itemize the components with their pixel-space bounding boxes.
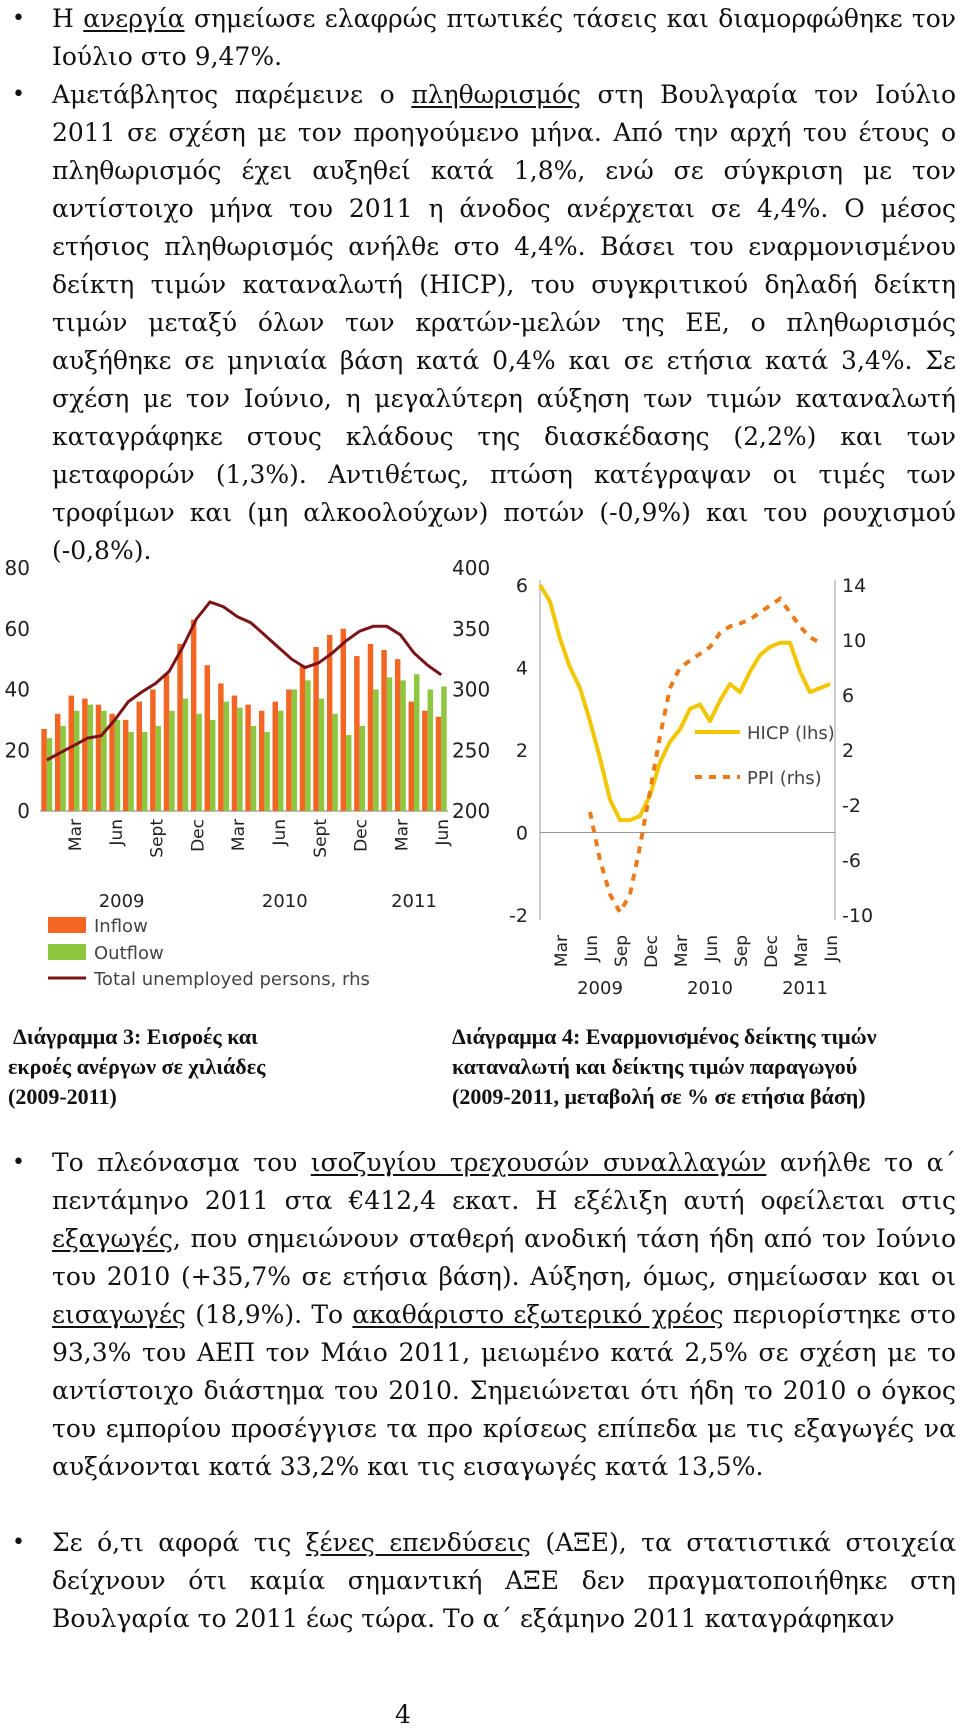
x-tick-label: Dec — [762, 935, 782, 968]
bar-outflow — [414, 674, 419, 811]
legend-label: HICP (lhs) — [747, 723, 835, 744]
bar-inflow — [368, 644, 373, 811]
y-right-tick-label: 6 — [842, 685, 855, 707]
y-right-tick-label: -2 — [842, 795, 861, 817]
caption-line: εκροές ανέργων σε χιλιάδες — [8, 1054, 266, 1079]
link-foreign-investment[interactable]: ξένες επενδύσεις — [305, 1528, 531, 1557]
bar-outflow — [101, 711, 106, 811]
legend-label: PPI (rhs) — [747, 768, 822, 789]
bar-inflow — [286, 690, 291, 812]
bar-outflow — [441, 686, 446, 811]
bar-inflow — [164, 674, 169, 811]
bar-inflow — [409, 702, 414, 811]
bar-inflow — [150, 690, 155, 812]
x-tick-label: Jun — [270, 819, 290, 846]
bar-outflow — [88, 705, 93, 811]
bar-outflow — [224, 702, 229, 811]
y-right-tick-label: -6 — [842, 850, 861, 872]
x-tick-label: Mar — [392, 819, 413, 852]
caption-line: (2009-2011) — [8, 1084, 117, 1109]
x-tick-label: Sept — [147, 819, 168, 858]
text-run: Το πλεόνασμα του — [52, 1148, 311, 1177]
bar-outflow — [387, 677, 392, 811]
bar-outflow — [373, 690, 378, 812]
bar-inflow — [137, 702, 142, 811]
year-label: 2009 — [577, 978, 623, 999]
bar-inflow — [273, 702, 278, 811]
bar-inflow — [191, 620, 196, 811]
x-tick-label: Sep — [732, 935, 752, 968]
bar-outflow — [400, 680, 405, 811]
paragraph-current-account — [52, 1144, 956, 1486]
legend-label: Inflow — [94, 916, 148, 937]
text-run: (18,9%). Το — [185, 1300, 353, 1329]
legend-swatch — [48, 944, 86, 960]
bar-inflow — [96, 705, 101, 811]
x-tick-label: Mar — [552, 935, 572, 968]
bar-outflow — [156, 726, 161, 811]
text-run: , που σημειώνουν σταθερή ανοδική τάση ήδη από τον Ιούνιο του 2010 (+35,7% σε ετήσια βάση). Αύξηση, όμως, σημείωσαν και οι — [52, 1224, 956, 1291]
year-label: 2011 — [782, 978, 828, 999]
bar-outflow — [74, 711, 79, 811]
x-tick-label: Mar — [229, 819, 250, 852]
bar-outflow — [251, 726, 256, 811]
link-unemployment[interactable]: ανεργία — [83, 4, 185, 33]
caption-chart-4 — [452, 1022, 957, 1112]
bar-outflow — [292, 690, 297, 812]
y-left-tick-label: 20 — [4, 738, 30, 763]
bar-inflow — [245, 705, 250, 811]
y-right-tick-label: 400 — [452, 560, 491, 580]
bar-outflow — [210, 720, 215, 811]
text-run: Σε ό,τι αφορά τις — [52, 1528, 306, 1557]
y-left-tick-label: 2 — [515, 740, 528, 762]
bar-outflow — [319, 699, 324, 811]
bar-inflow — [205, 665, 210, 811]
bar-outflow — [196, 714, 201, 811]
link-inflation[interactable]: πληθωρισμός — [411, 80, 581, 109]
paragraph-foreign-investment — [52, 1524, 956, 1638]
y-right-tick-label: -10 — [842, 905, 874, 927]
link-current-account[interactable]: ισοζυγίου τρεχουσών συναλλαγών — [310, 1148, 767, 1177]
line-ppi — [590, 599, 820, 913]
y-left-tick-label: 40 — [4, 677, 30, 702]
bar-inflow — [177, 644, 182, 811]
caption-line: Διάγραμμα 4: Εναρμονισμένος δείκτης τιμών — [452, 1024, 877, 1049]
bar-inflow — [109, 714, 114, 811]
bar-outflow — [360, 726, 365, 811]
x-tick-label: Mar — [672, 935, 692, 968]
year-label: 2011 — [391, 891, 437, 912]
bar-inflow — [69, 696, 74, 811]
bar-inflow — [327, 635, 332, 811]
bar-outflow — [169, 711, 174, 811]
y-left-tick-label: 80 — [4, 560, 30, 580]
link-imports[interactable]: εισαγωγές — [52, 1300, 186, 1329]
y-right-tick-label: 300 — [452, 677, 491, 702]
bar-outflow — [142, 732, 147, 811]
bar-inflow — [381, 650, 386, 811]
text-run: σημείωσε ελαφρώς πτωτικές τάσεις και διαμορφώθηκε τον Ιούλιο στο 9,47%. — [52, 4, 957, 71]
link-external-debt[interactable]: ακαθάριστο εξωτερικό χρέος — [352, 1300, 724, 1329]
text-run: Αμετάβλητος παρέμεινε ο — [52, 80, 412, 109]
bar-outflow — [346, 735, 351, 811]
y-left-tick-label: 4 — [515, 657, 528, 680]
bar-inflow — [422, 711, 427, 811]
x-tick-label: Mar — [66, 819, 86, 852]
x-tick-label: Dec — [642, 935, 662, 968]
bar-inflow — [259, 711, 264, 811]
bar-inflow — [82, 699, 87, 811]
x-tick-label: Jun — [702, 935, 722, 962]
bar-outflow — [264, 732, 269, 811]
chart-hicp-ppi — [495, 560, 960, 1020]
bar-inflow — [341, 629, 346, 811]
year-label: 2010 — [687, 978, 733, 999]
page-number: 4 — [395, 1700, 411, 1729]
bar-inflow — [313, 647, 318, 811]
bar-outflow — [305, 680, 310, 811]
bar-inflow — [354, 656, 359, 811]
x-tick-label: Sept — [310, 819, 331, 858]
x-tick-label: Dec — [351, 819, 372, 852]
bar-inflow — [436, 717, 441, 811]
x-tick-label: Jun — [582, 935, 602, 962]
y-left-tick-label: 60 — [4, 616, 30, 641]
caption-line: Διάγραμμα 3: Εισροές και — [13, 1024, 258, 1049]
chart-unemployment-flows — [0, 560, 500, 1020]
y-right-tick-label: 10 — [842, 630, 867, 652]
text-run: ανήλθε το α΄ πεντάμηνο 2011 στα €412,4 εκατ. Η εξέλιξη αυτή οφείλεται στις — [52, 1148, 956, 1215]
x-tick-label: Mar — [792, 935, 812, 968]
bar-outflow — [278, 711, 283, 811]
y-left-tick-label: -2 — [509, 905, 528, 927]
link-exports[interactable]: εξαγωγές — [52, 1224, 173, 1253]
y-left-tick-label: 0 — [17, 799, 30, 823]
bar-inflow — [55, 714, 60, 811]
legend-label: Outflow — [94, 943, 164, 964]
year-label: 2009 — [98, 891, 145, 912]
y-right-tick-label: 14 — [842, 575, 867, 597]
bar-inflow — [41, 729, 46, 811]
y-right-tick-label: 2 — [842, 740, 855, 762]
paragraph-inflation — [52, 76, 956, 570]
text-run: περιορίστηκε στο 93,3% του ΑΕΠ τον Μάιο 2011, μειωμένο κατά 2,5% σε σχέση με το αντίστοιχο διάστημα του 2010. Σημειώνεται ότι ήδη το 2010 ο όγκος του εμπορίου προσέγγισε τα προ κρίσεως επίπεδα με τις εξαγωγές να αυξάνονται κατά 33,2% και τις εισαγωγές κατά 13,5%. — [52, 1300, 956, 1481]
bullet-marker: • — [12, 1530, 25, 1555]
text-run: Η — [52, 4, 84, 33]
bar-inflow — [300, 665, 305, 811]
paragraph-unemployment — [52, 0, 956, 76]
bar-outflow — [47, 738, 52, 811]
y-left-tick-label: 0 — [515, 822, 528, 845]
x-tick-label: Dec — [188, 819, 209, 852]
text-run: στη Βουλγαρία τον Ιούλιο 2011 σε σχέση με τον προηγούμενο μήνα. Από την αρχή του έτους ο πληθωρισμός έχει αυξηθεί κατά 1,8%, ενώ σε σύγκριση με τον αντίστοιχο μήνα του 2011 η άνοδος ανέρχεται σε 4,4%. Ο μέσος ετήσιος πληθωρισμός ανήλθε στο 4,4%. Βάσει του εναρμονισμένου δείκτη τιμών καταναλωτή (HICP), του συγκριτικού δηλαδή δείκτη τιμών μεταξύ όλων των κρατών-μελών της ΕΕ, ο πληθωρισμός αυξήθηκε σε μηνιαία βάση κατά 0,4% και σε ετήσια κατά 3,4%. Σε σχέση με τον Ιούνιο, η μεγαλύτερη αύξηση των τιμών καταναλωτή καταγράφηκε στους κλάδους της διασκέδασης (2,2%) και των μεταφορών (1,3%). Αντιθέτως, πτώση κατέγραψαν οι τιμές των τροφίμων και (μη αλκοολούχων) ποτών (-0,9%) και του ρουχισμού (-0,8%). — [52, 80, 957, 565]
bar-outflow — [128, 732, 133, 811]
bullet-marker: • — [12, 1150, 25, 1175]
caption-chart-3 — [8, 1022, 338, 1112]
bar-outflow — [183, 699, 188, 811]
bar-inflow — [218, 683, 223, 811]
caption-line: καταναλωτή και δείκτης τιμών παραγωγού — [452, 1054, 858, 1079]
bar-outflow — [115, 720, 120, 811]
bar-inflow — [123, 720, 128, 811]
bar-outflow — [332, 714, 337, 811]
legend-swatch — [48, 917, 86, 933]
bar-inflow — [395, 659, 400, 811]
y-left-tick-label: 6 — [515, 575, 528, 597]
bullet-marker: • — [12, 6, 25, 31]
bar-outflow — [60, 726, 65, 811]
bar-outflow — [428, 690, 433, 812]
legend-label: Total unemployed persons, rhs — [94, 969, 370, 990]
bar-inflow — [232, 696, 237, 811]
x-tick-label: Jun — [106, 819, 127, 846]
y-right-tick-label: 250 — [452, 738, 491, 763]
caption-line: (2009-2011, μεταβολή σε % σε ετήσια βάση) — [452, 1084, 866, 1109]
year-label: 2010 — [261, 891, 308, 912]
bar-outflow — [237, 708, 242, 811]
y-right-tick-label: 350 — [452, 616, 491, 641]
x-tick-label: Jun — [433, 819, 454, 846]
text-run: (ΑΞΕ), τα στατιστικά στοιχεία δείχνουν ότι καμία σημαντική ΑΞΕ δεν πραγματοποιήθηκε στη Βουλγαρία το 2011 έως τώρα. Το α΄ εξάμηνο 2011 καταγράφηκαν — [52, 1528, 957, 1633]
x-tick-label: Jun — [822, 935, 842, 962]
y-right-tick-label: 200 — [452, 799, 491, 823]
x-tick-label: Sep — [612, 935, 632, 968]
bullet-marker: • — [12, 82, 25, 107]
